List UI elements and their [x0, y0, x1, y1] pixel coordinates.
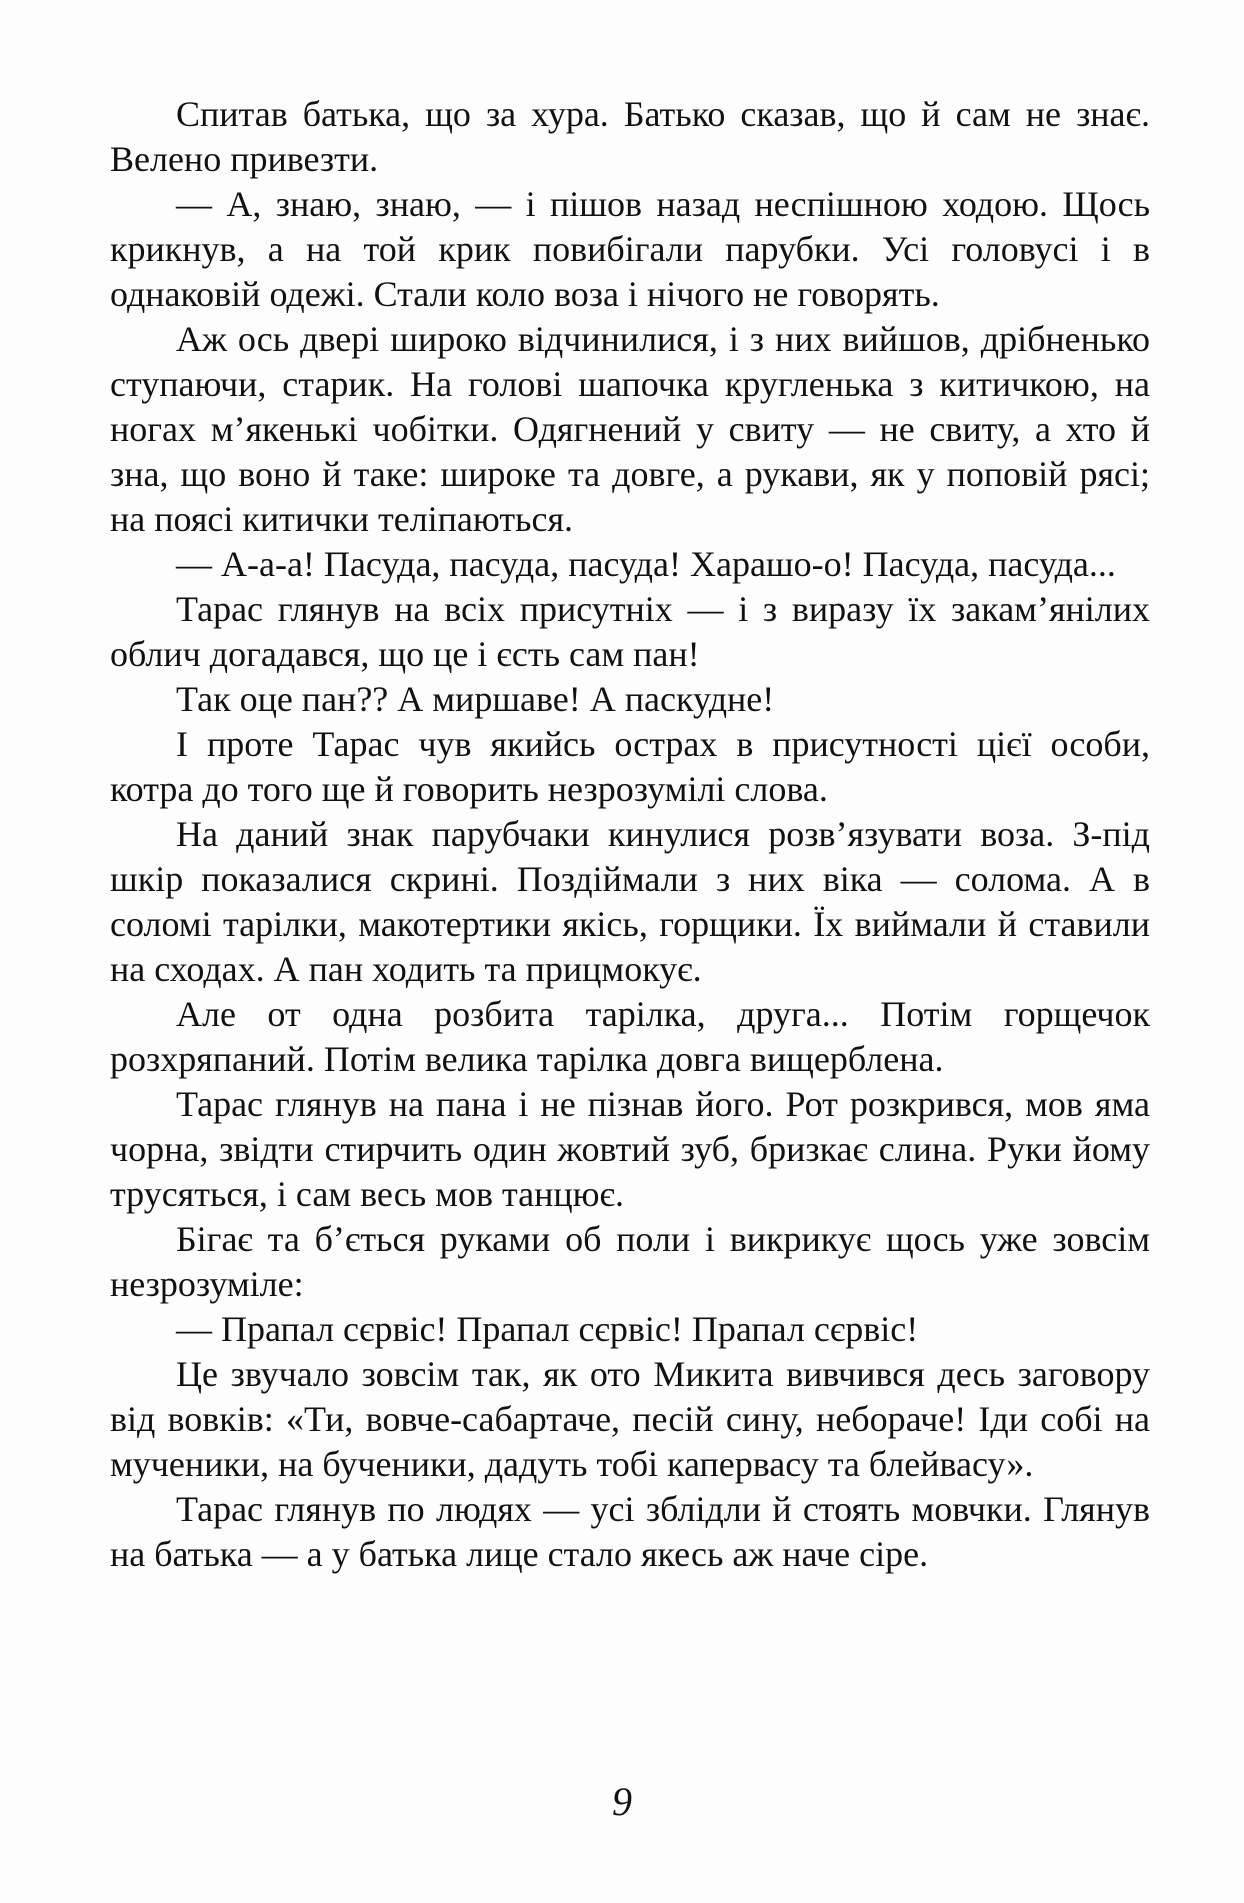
paragraph: Спитав батька, що за хура. Батько сказав, що й сам не знає. Велено привезти. — [110, 94, 1150, 179]
paragraph: Так оце пан?? А миршаве! А паскудне! — [176, 679, 775, 719]
paragraph: І проте Тарас чув якийсь острах в присутності цієї особи, котра до того ще й говорить незрозумілі слова. — [110, 724, 1150, 809]
paragraph: Аж ось двері широко відчинилися, і з них вийшов, дрібненько ступаючи, старик. На голові шапочка кругленька з китичкою, на ногах м’якенькі чобітки. Одягнений у свиту — не свиту, а хто й зна, що воно й таке: широке та довге, а рукави, як у поповій рясі; на поясі китички теліпаються. — [110, 319, 1150, 539]
paragraph: Бігає та б’ється руками об поли і викрикує щось уже зовсім незрозуміле: — [110, 1219, 1150, 1304]
page-number: 9 — [612, 1779, 632, 1824]
paragraph: Тарас глянув по людях — усі зблідли й стоять мовчки. Глянув на батька — а у батька лице стало якесь аж наче сіре. — [110, 1489, 1150, 1574]
paragraph: Це звучало зовсім так, як ото Микита вивчився десь заговору від вовків: «Ти, вовче-сабартаче, песій сину, небораче! Іди собі на мученики, на бученики, дадуть тобі капервасу та блейвасу». — [110, 1354, 1150, 1484]
paragraph: — А-а-а! Пасуда, пасуда, пасуда! Харашо-о! Пасуда, пасуда... — [176, 544, 1116, 584]
paragraph: Тарас глянув на пана і не пізнав його. Рот розкрився, мов яма чорна, звідти стирчить один жовтий зуб, бризкає слина. Руки йому трусяться, і сам весь мов танцює. — [110, 1084, 1150, 1214]
paragraph: Тарас глянув на всіх присутніх — і з виразу їх закам’янілих облич догадався, що це і єсть сам пан! — [110, 589, 1150, 674]
paragraph: — Прапал сєрвіс! Прапал сєрвіс! Прапал сєрвіс! — [176, 1309, 919, 1349]
paragraph: — А, знаю, знаю, — і пішов назад неспішною ходою. Щось крикнув, а на той крик повибігали парубки. Усі головусі і в однаковій одежі. Стали коло воза і нічого не говорять. — [110, 184, 1150, 314]
paragraph: Але от одна розбита тарілка, друга... Потім горщечок розхряпаний. Потім велика тарілка довга вищерблена. — [110, 994, 1150, 1079]
paragraph: На даний знак парубчаки кинулися розв’язувати воза. З-під шкір показалися скрині. Поздіймали з них віка — солома. А в соломі тарілки, макотертики якісь, горщики. Їх виймали й ставили на сходах. А пан ходить та прицмокує. — [110, 814, 1150, 989]
body-text — [110, 92, 1150, 1577]
